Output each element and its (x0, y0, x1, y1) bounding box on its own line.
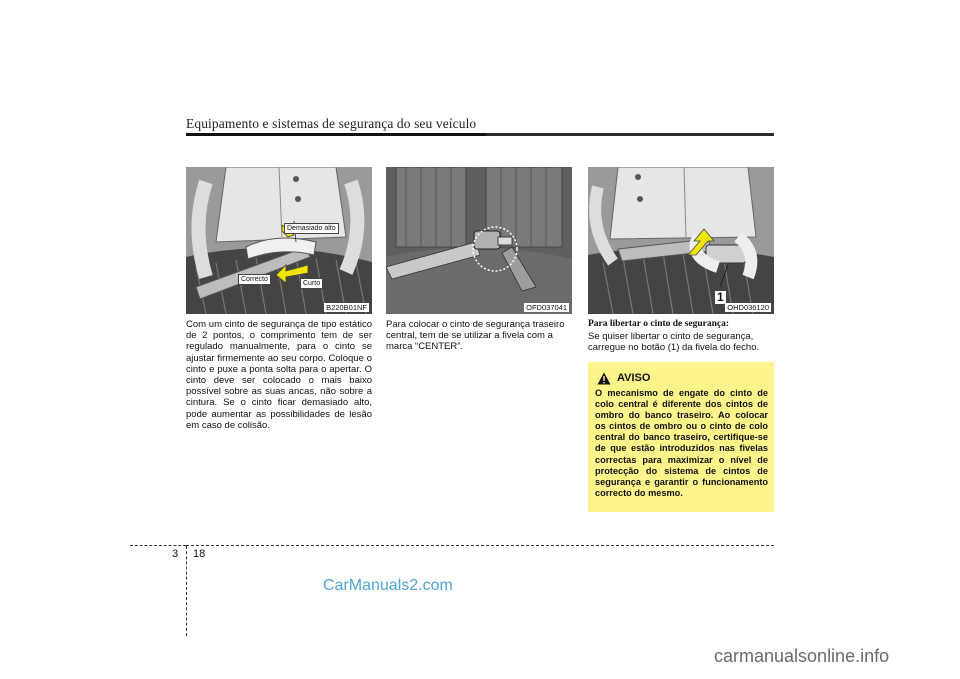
button-marker: 1 (717, 290, 724, 304)
page-number: 18 (193, 548, 206, 560)
warning-header (597, 370, 768, 386)
section-heading-release: Para libertar o cinto de segurança: (588, 319, 729, 329)
watermark-carmanualsonline[interactable]: carmanualsonline.info (714, 646, 890, 666)
warning-box (588, 362, 774, 512)
callout-correct: Correcto (238, 274, 271, 285)
page-header-title: Equipamento e sistemas de segurança do seu veículo (186, 116, 477, 131)
header-rule-accent (186, 133, 486, 136)
paragraph-center-buckle: Para colocar o cinto de segurança traseiro central, tem de se utilizar a fivela com a marca “CENTER”. (386, 319, 565, 353)
callout-short: Curto (300, 278, 323, 289)
warning-title: AVISO (617, 372, 651, 384)
figure-center-buckle (386, 167, 572, 314)
warning-text: O mecanismo de engate do cinto de colo central é diferente dos cintos de ombro do banco traseiro. Ao colocar os cintos de ombro ou o cinto de colo central do banco traseiro, certifique-se de que estão introduzidos nas fivelas correctas para maximizar o nível de protecção do sistema de cintos de segurança e garantir o funcionamento correcto do mesmo. (595, 388, 768, 498)
center-buckle-illustration (386, 167, 572, 314)
callout-too-high: Demasiado alto (284, 223, 339, 234)
figure-code: OFD037041 (526, 303, 567, 312)
watermark-carmanuals2[interactable]: CarManuals2.com (323, 577, 453, 594)
chapter-number: 3 (172, 548, 179, 560)
lap-belt-illustration (186, 167, 372, 314)
release-belt-illustration (588, 167, 774, 314)
footer-rule-left (130, 545, 186, 546)
figure-release-belt (588, 167, 774, 314)
paragraph-lap-belt: Com um cinto de segurança de tipo estático de 2 pontos, o comprimento tem de ser regulado manualmente, para o cinto se ajustar firmemente ao seu corpo. Coloque o cinto e puxe a ponta solta para o apertar. O cinto deve ser colocado o mais baixo possível sobre as suas ancas, não sobre a cintura. Se o cinto ficar demasiado alto, pode aumentar as possibilidades de lesão em caso de colisão. (186, 319, 372, 431)
page-divider (186, 546, 187, 636)
figure-code: B220B01NF (326, 303, 367, 312)
warning-triangle-icon (597, 372, 611, 385)
figure-code: OHD036120 (727, 303, 769, 312)
figure-lap-belt-position (186, 167, 372, 314)
footer-rule (186, 545, 774, 546)
paragraph-release: Se quiser libertar o cinto de segurança, carregue no botão (1) da fivela do fecho. (588, 331, 760, 354)
